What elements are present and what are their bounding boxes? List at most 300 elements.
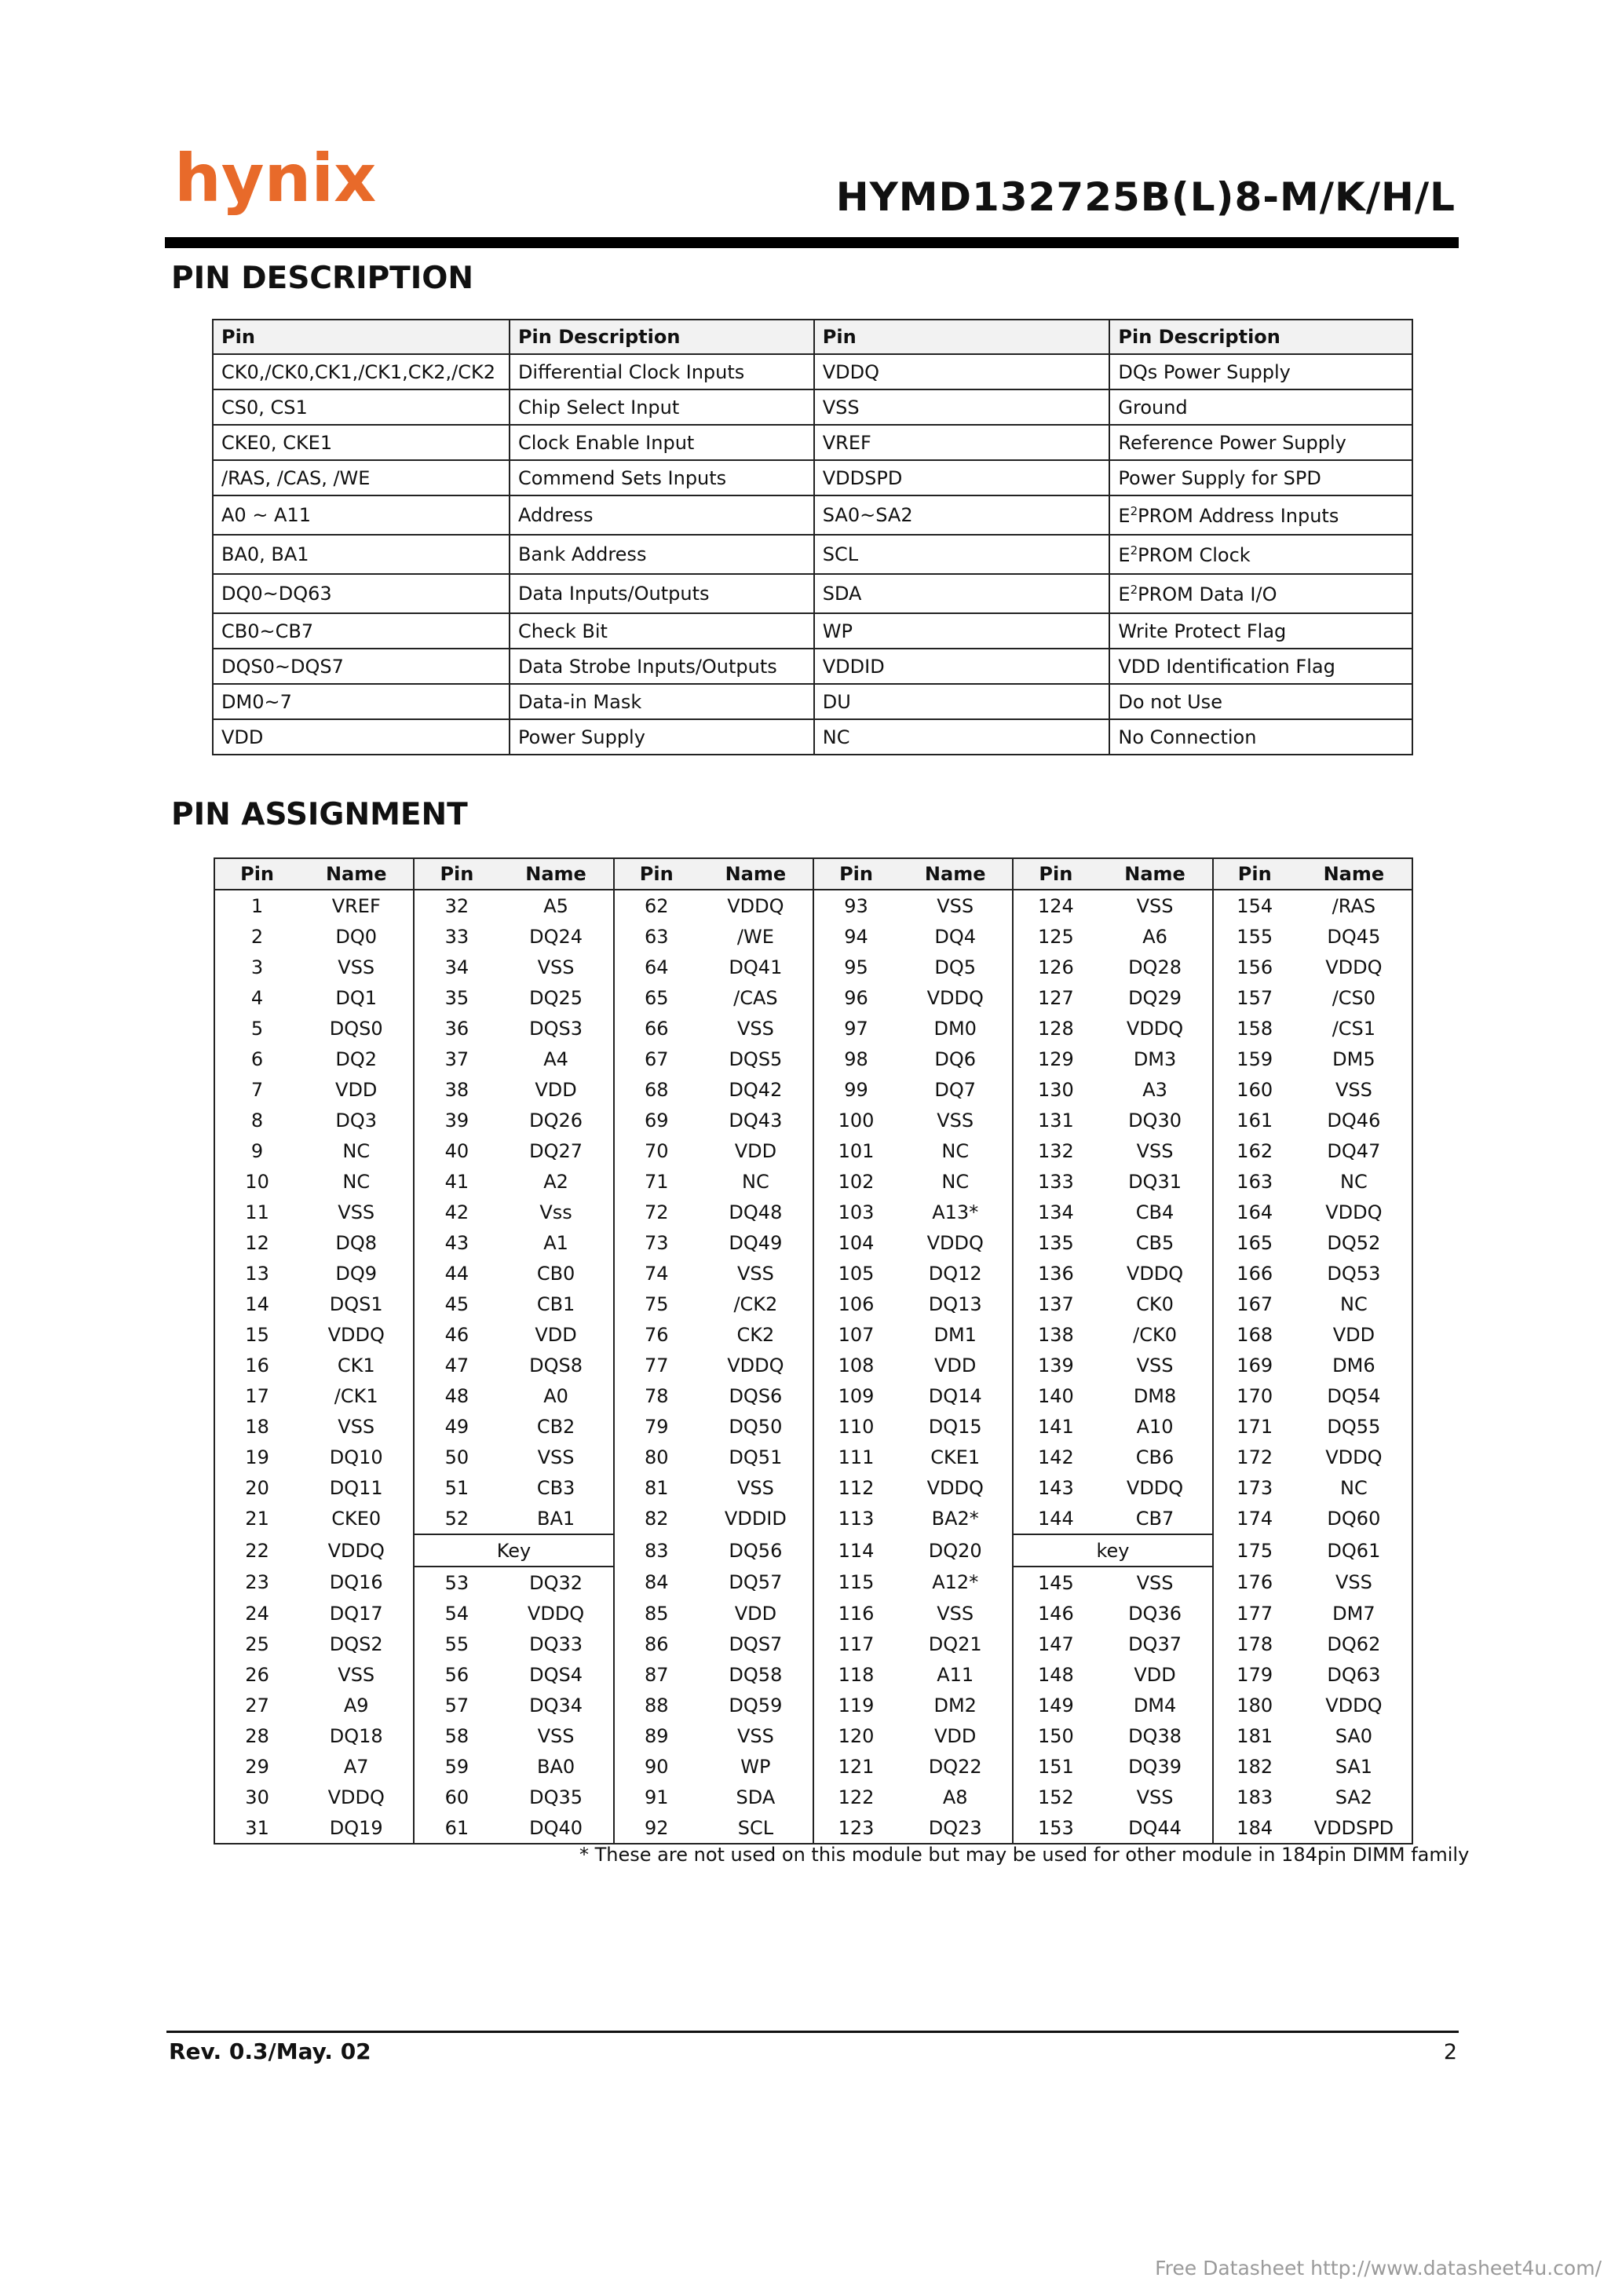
pin-name-cell: A2: [543, 1170, 568, 1193]
table-cell: Data Strobe Inputs/Outputs: [510, 649, 814, 684]
pin-name-cell: DQ54: [1327, 1384, 1381, 1407]
pin-name-cell: DQ47: [1327, 1139, 1381, 1162]
pin-number-cell: 7: [214, 1074, 299, 1105]
pin-number-cell: 180: [1213, 1690, 1296, 1720]
table-row: [214, 1812, 1412, 1844]
pin-column-header: Pin: [414, 858, 499, 890]
pin-number-cell: 44: [414, 1258, 499, 1289]
pin-name-cell: BA0: [536, 1755, 575, 1778]
pin-name-cell: DQ17: [329, 1602, 383, 1625]
pin-name-cell: VDD: [1332, 1323, 1375, 1346]
e2-prefix: E: [1118, 583, 1131, 605]
pin-name-cell: NC: [1340, 1170, 1368, 1193]
pin-name-cell: CKE1: [930, 1446, 981, 1468]
pin-number-cell: 114: [813, 1534, 898, 1567]
pin-number-cell: 37: [414, 1044, 499, 1074]
pin-number-cell: 50: [414, 1442, 499, 1472]
pin-name-cell: CB4: [1135, 1201, 1174, 1223]
e2-superscript: 2: [1130, 582, 1138, 597]
pin-number-cell: 184: [1213, 1812, 1296, 1844]
table-row: [214, 1782, 1412, 1812]
pin-number-cell: 160: [1213, 1074, 1296, 1105]
pin-number-cell: 179: [1213, 1659, 1296, 1690]
pin-name-cell: DQS0: [329, 1017, 383, 1040]
pin-number-cell: 62: [614, 890, 699, 921]
pin-number-cell: 130: [1013, 1074, 1098, 1105]
pin-number-cell: 183: [1213, 1782, 1296, 1812]
pin-name-cell: DQ12: [928, 1262, 982, 1285]
pin-number-cell: 75: [614, 1289, 699, 1319]
pin-name-cell: VREF: [331, 894, 381, 917]
pin-name-cell: BA2*: [931, 1508, 979, 1530]
pin-number-cell: 2: [214, 921, 299, 952]
pin-number-cell: 38: [414, 1074, 499, 1105]
pin-name-cell: DQ20: [928, 1539, 982, 1562]
pin-description-row: [213, 354, 1412, 389]
table-cell: VDDSPD: [814, 460, 1110, 495]
pin-number-cell: 41: [414, 1166, 499, 1197]
pin-name-cell: DQ46: [1327, 1109, 1381, 1132]
pin-name-cell: DQ49: [729, 1231, 783, 1254]
column-header: Pin Description: [1109, 320, 1412, 354]
table-cell: Address: [510, 495, 814, 535]
pin-name-cell: VSS: [537, 956, 575, 978]
e2-prefix: E: [1118, 504, 1131, 527]
table-cell: /RAS, /CAS, /WE: [213, 460, 510, 495]
pin-number-cell: 68: [614, 1074, 699, 1105]
pin-number-cell: 139: [1013, 1350, 1098, 1380]
table-cell: Chip Select Input: [510, 389, 814, 425]
pin-number-cell: 85: [614, 1598, 699, 1629]
pin-number-cell: 88: [614, 1690, 699, 1720]
table-row: [214, 1044, 1412, 1074]
pin-number-cell: 17: [214, 1380, 299, 1411]
pin-name-cell: DM8: [1133, 1384, 1177, 1407]
pin-number-cell: 34: [414, 952, 499, 982]
pin-number-cell: 137: [1013, 1289, 1098, 1319]
table-cell: Ground: [1109, 389, 1412, 425]
table-cell: WP: [814, 613, 1110, 649]
pin-number-cell: 90: [614, 1751, 699, 1782]
name-column-header: Name: [299, 858, 414, 890]
table-row: [214, 1074, 1412, 1105]
pin-number-cell: 101: [813, 1135, 898, 1166]
pin-name-cell: SA0: [1335, 1724, 1373, 1747]
watermark-text: Free Datasheet http://www.datasheet4u.com/: [1155, 2257, 1602, 2280]
pin-name-cell: DQS1: [329, 1292, 383, 1315]
pin-number-cell: 108: [813, 1350, 898, 1380]
pin-number-cell: 121: [813, 1751, 898, 1782]
pin-number-cell: 128: [1013, 1013, 1098, 1044]
pin-name-cell: SA2: [1335, 1786, 1373, 1808]
pin-number-cell: 168: [1213, 1319, 1296, 1350]
e2-superscript: 2: [1130, 503, 1138, 518]
pin-number-cell: 46: [414, 1319, 499, 1350]
pin-number-cell: 67: [614, 1044, 699, 1074]
pin-number-cell: 80: [614, 1442, 699, 1472]
pin-number-cell: 73: [614, 1227, 699, 1258]
pin-column-header: Pin: [614, 858, 699, 890]
table-cell: VSS: [814, 389, 1110, 425]
pin-number-cell: 64: [614, 952, 699, 982]
table-cell: VDDQ: [814, 354, 1110, 389]
pin-number-cell: 47: [414, 1350, 499, 1380]
pin-number-cell: 32: [414, 890, 499, 921]
table-row: [214, 1534, 1412, 1567]
pin-number-cell: 95: [813, 952, 898, 982]
pin-number-cell: 4: [214, 982, 299, 1013]
name-column-header: Name: [898, 858, 1013, 890]
pin-name-cell: DQS4: [529, 1663, 583, 1686]
pin-name-cell: NC: [342, 1139, 371, 1162]
pin-name-cell: VDDQ: [1126, 1476, 1184, 1499]
pin-number-cell: 91: [614, 1782, 699, 1812]
cell-text: PROM Address Inputs: [1138, 504, 1339, 527]
pin-name-cell: VDDSPD: [1313, 1816, 1394, 1839]
table-row: [214, 1135, 1412, 1166]
pin-number-cell: 151: [1013, 1751, 1098, 1782]
pin-number-cell: 122: [813, 1782, 898, 1812]
pin-name-cell: DQS5: [729, 1047, 783, 1070]
pin-name-cell: DQ50: [729, 1415, 783, 1438]
pin-name-cell: /CK2: [733, 1292, 778, 1315]
pin-name-cell: /CK0: [1133, 1323, 1177, 1346]
pin-number-cell: 51: [414, 1472, 499, 1503]
pin-name-cell: NC: [941, 1170, 970, 1193]
table-row: [214, 1197, 1412, 1227]
pin-name-cell: DQ51: [729, 1446, 783, 1468]
pin-name-cell: VDD: [335, 1078, 378, 1101]
pin-number-cell: 96: [813, 982, 898, 1013]
pin-name-cell: /CS1: [1332, 1017, 1376, 1040]
table-row: [214, 1013, 1412, 1044]
pin-number-cell: 176: [1213, 1567, 1296, 1598]
pin-name-cell: VSS: [937, 894, 974, 917]
pin-name-cell: A9: [343, 1694, 369, 1717]
pin-number-cell: 107: [813, 1319, 898, 1350]
pin-number-cell: 145: [1013, 1567, 1098, 1598]
pin-name-cell: CKE0: [331, 1508, 382, 1530]
name-column-header: Name: [499, 858, 613, 890]
pin-column-header: Pin: [813, 858, 898, 890]
pin-name-cell: CB7: [1135, 1507, 1174, 1530]
pin-number-cell: 143: [1013, 1472, 1098, 1503]
pin-number-cell: 52: [414, 1503, 499, 1534]
pin-name-cell: DQ53: [1327, 1262, 1381, 1285]
pin-name-cell: DQ62: [1327, 1632, 1381, 1655]
pin-name-cell: DQ26: [529, 1109, 583, 1132]
pin-name-cell: DQ63: [1327, 1663, 1381, 1686]
pin-name-cell: CK1: [337, 1354, 375, 1377]
pin-name-cell: VDDQ: [1126, 1017, 1184, 1040]
table-cell: CS0, CS1: [213, 389, 510, 425]
pin-number-cell: 63: [614, 921, 699, 952]
pin-name-cell: CB1: [536, 1292, 575, 1315]
pin-name-cell: VDDQ: [727, 894, 784, 917]
pin-number-cell: 20: [214, 1472, 299, 1503]
pin-name-cell: VSS: [1335, 1571, 1372, 1593]
pin-number-cell: 123: [813, 1812, 898, 1844]
pin-number-cell: 138: [1013, 1319, 1098, 1350]
pin-name-cell: VDDQ: [327, 1323, 385, 1346]
table-cell: Power Supply for SPD: [1109, 460, 1412, 495]
pin-number-cell: 21: [214, 1503, 299, 1534]
table-cell: VDD: [213, 719, 510, 755]
pin-number-cell: 126: [1013, 952, 1098, 982]
pin-name-cell: VSS: [1136, 1139, 1174, 1162]
table-cell: CKE0, CKE1: [213, 425, 510, 460]
pin-number-cell: 155: [1213, 921, 1296, 952]
pin-name-cell: VDDQ: [727, 1354, 784, 1377]
pin-number-cell: 69: [614, 1105, 699, 1135]
pin-name-cell: DQ1: [335, 986, 378, 1009]
pin-name-cell: DQ6: [934, 1047, 977, 1070]
pin-number-cell: 5: [214, 1013, 299, 1044]
pin-name-cell: VSS: [338, 956, 375, 978]
table-row: [214, 1472, 1412, 1503]
pin-name-cell: A1: [543, 1231, 568, 1254]
pin-name-cell: NC: [1340, 1476, 1368, 1499]
pin-name-cell: DQS6: [729, 1384, 783, 1407]
pin-number-cell: 8: [214, 1105, 299, 1135]
pin-description-row: [213, 495, 1412, 535]
pin-number-cell: 86: [614, 1629, 699, 1659]
pin-name-cell: WP: [740, 1755, 771, 1778]
pin-number-cell: 120: [813, 1720, 898, 1751]
pin-assignment-table: [214, 857, 1413, 1844]
pin-name-cell: VDD: [1134, 1663, 1176, 1686]
pin-name-cell: VDDQ: [1126, 1262, 1184, 1285]
pin-name-cell: VDD: [535, 1323, 577, 1346]
footnote: * These are not used on this module but may be used for other module in 184pin DIMM family: [579, 1844, 1470, 1866]
name-column-header: Name: [1296, 858, 1412, 890]
pin-name-cell: /CAS: [733, 986, 778, 1009]
pin-name-cell: DQ59: [729, 1694, 783, 1717]
pin-name-cell: DQ10: [329, 1446, 383, 1468]
pin-number-cell: 156: [1213, 952, 1296, 982]
cell-text: PROM Data I/O: [1138, 583, 1277, 605]
pin-description-row: [213, 460, 1412, 495]
pin-name-cell: NC: [941, 1139, 970, 1162]
table-cell: DQs Power Supply: [1109, 354, 1412, 389]
hynix-logo: [174, 148, 394, 222]
revision-label: Rev. 0.3/May. 02: [169, 2038, 371, 2064]
pin-number-cell: 134: [1013, 1197, 1098, 1227]
table-row: [214, 1380, 1412, 1411]
table-row: [214, 1629, 1412, 1659]
pin-name-cell: DQ0: [335, 925, 378, 948]
pin-name-cell: DM6: [1332, 1354, 1375, 1377]
pin-assignment-header-row: [214, 858, 1412, 890]
pin-number-cell: 87: [614, 1659, 699, 1690]
pin-number-cell: 105: [813, 1258, 898, 1289]
pin-number-cell: 33: [414, 921, 499, 952]
pin-name-cell: VSS: [1335, 1078, 1372, 1101]
table-cell: BA0, BA1: [213, 535, 510, 574]
pin-number-cell: 177: [1213, 1598, 1296, 1629]
pin-number-cell: 23: [214, 1567, 299, 1598]
pin-number-cell: 3: [214, 952, 299, 982]
pin-name-cell: DQ15: [928, 1415, 982, 1438]
pin-name-cell: VDDQ: [327, 1786, 385, 1808]
pin-name-cell: Vss: [539, 1201, 572, 1223]
pin-number-cell: 140: [1013, 1380, 1098, 1411]
name-column-header: Name: [699, 858, 813, 890]
pin-number-cell: 83: [614, 1534, 699, 1567]
pin-number-cell: 58: [414, 1720, 499, 1751]
pin-number-cell: 71: [614, 1166, 699, 1197]
pin-name-cell: DQ44: [1128, 1816, 1182, 1839]
table-cell: DU: [814, 684, 1110, 719]
pin-name-cell: DQ28: [1128, 956, 1182, 978]
pin-number-cell: 53: [414, 1567, 499, 1598]
pin-description-row: [213, 613, 1412, 649]
pin-number-cell: 18: [214, 1411, 299, 1442]
pin-number-cell: 11: [214, 1197, 299, 1227]
pin-name-cell: DQ29: [1128, 986, 1182, 1009]
pin-number-cell: 22: [214, 1534, 299, 1567]
pin-name-cell: VSS: [736, 1476, 774, 1499]
pin-number-cell: 27: [214, 1690, 299, 1720]
table-cell: Data-in Mask: [510, 684, 814, 719]
table-row: [214, 1751, 1412, 1782]
pin-assignment-title: PIN ASSIGNMENT: [171, 797, 468, 832]
table-row: [214, 1442, 1412, 1472]
pin-name-cell: A7: [343, 1755, 369, 1778]
pin-name-cell: /CK1: [334, 1384, 378, 1407]
pin-number-cell: 172: [1213, 1442, 1296, 1472]
table-cell: VDDID: [814, 649, 1110, 684]
table-row: [214, 1105, 1412, 1135]
pin-number-cell: 74: [614, 1258, 699, 1289]
pin-number-cell: 39: [414, 1105, 499, 1135]
pin-name-cell: DQ37: [1128, 1632, 1182, 1655]
pin-name-cell: VDDQ: [926, 986, 984, 1009]
pin-number-cell: 31: [214, 1812, 299, 1844]
pin-number-cell: 76: [614, 1319, 699, 1350]
pin-number-cell: 125: [1013, 921, 1098, 952]
pin-number-cell: 9: [214, 1135, 299, 1166]
pin-name-cell: DQS8: [529, 1354, 583, 1377]
pin-name-cell: VSS: [736, 1017, 774, 1040]
table-cell: Do not Use: [1109, 684, 1412, 719]
pin-number-cell: 144: [1013, 1503, 1098, 1534]
table-cell: No Connection: [1109, 719, 1412, 755]
pin-name-cell: BA1: [536, 1507, 575, 1530]
pin-name-cell: DQ36: [1128, 1602, 1182, 1625]
page-number: 2: [1443, 2040, 1457, 2064]
key-cell: Key: [414, 1534, 613, 1567]
logo-text: hynix: [174, 148, 377, 217]
pin-number-cell: 153: [1013, 1812, 1098, 1844]
pin-name-cell: DQ2: [335, 1047, 378, 1070]
table-row: [214, 1289, 1412, 1319]
pin-name-cell: CK2: [736, 1323, 775, 1346]
pin-number-cell: 119: [813, 1690, 898, 1720]
table-cell: [1109, 495, 1412, 535]
pin-name-cell: VSS: [937, 1602, 974, 1625]
pin-name-cell: VDDQ: [527, 1602, 585, 1625]
pin-number-cell: 97: [813, 1013, 898, 1044]
table-row: [214, 1227, 1412, 1258]
pin-name-cell: CK0: [1136, 1292, 1174, 1315]
pin-name-cell: DQS2: [329, 1632, 383, 1655]
pin-name-cell: VSS: [537, 1724, 575, 1747]
pin-name-cell: SA1: [1335, 1755, 1373, 1778]
pin-number-cell: 16: [214, 1350, 299, 1380]
pin-name-cell: DQ52: [1327, 1231, 1381, 1254]
table-row: [214, 952, 1412, 982]
pin-number-cell: 111: [813, 1442, 898, 1472]
pin-number-cell: 40: [414, 1135, 499, 1166]
key-cell: key: [1013, 1534, 1212, 1567]
pin-number-cell: 175: [1213, 1534, 1296, 1567]
pin-description-row: [213, 425, 1412, 460]
pin-number-cell: 142: [1013, 1442, 1098, 1472]
pin-number-cell: 36: [414, 1013, 499, 1044]
pin-number-cell: 77: [614, 1350, 699, 1380]
table-cell: DQS0~DQS7: [213, 649, 510, 684]
pin-description-header-row: [213, 320, 1412, 354]
pin-number-cell: 159: [1213, 1044, 1296, 1074]
pin-name-cell: VSS: [736, 1262, 774, 1285]
table-row: [214, 1166, 1412, 1197]
pin-number-cell: 29: [214, 1751, 299, 1782]
pin-name-cell: DQ61: [1327, 1539, 1381, 1562]
pin-number-cell: 15: [214, 1319, 299, 1350]
pin-name-cell: DQ3: [335, 1109, 378, 1132]
pin-number-cell: 163: [1213, 1166, 1296, 1197]
pin-name-cell: DM4: [1133, 1694, 1177, 1717]
table-row: [214, 1319, 1412, 1350]
pin-name-cell: VSS: [736, 1724, 774, 1747]
pin-name-cell: VDD: [934, 1354, 977, 1377]
table-row: [214, 890, 1412, 921]
pin-number-cell: 102: [813, 1166, 898, 1197]
pin-number-cell: 103: [813, 1197, 898, 1227]
e2-superscript: 2: [1130, 543, 1138, 558]
pin-column-header: Pin: [1213, 858, 1296, 890]
pin-number-cell: 164: [1213, 1197, 1296, 1227]
pin-number-cell: 55: [414, 1629, 499, 1659]
pin-number-cell: 129: [1013, 1044, 1098, 1074]
table-cell: Check Bit: [510, 613, 814, 649]
pin-number-cell: 57: [414, 1690, 499, 1720]
pin-name-cell: DQ34: [529, 1694, 583, 1717]
table-cell: Power Supply: [510, 719, 814, 755]
pin-number-cell: 49: [414, 1411, 499, 1442]
pin-number-cell: 66: [614, 1013, 699, 1044]
pin-name-cell: VDDQ: [926, 1476, 984, 1499]
pin-name-cell: NC: [1340, 1292, 1368, 1315]
pin-number-cell: 109: [813, 1380, 898, 1411]
pin-number-cell: 93: [813, 890, 898, 921]
pin-number-cell: 1: [214, 890, 299, 921]
pin-name-cell: A6: [1142, 925, 1167, 948]
pin-name-cell: DQ38: [1128, 1724, 1182, 1747]
pin-number-cell: 48: [414, 1380, 499, 1411]
pin-number-cell: 173: [1213, 1472, 1296, 1503]
pin-name-cell: VDD: [934, 1724, 977, 1747]
pin-number-cell: 30: [214, 1782, 299, 1812]
pin-number-cell: 147: [1013, 1629, 1098, 1659]
table-row: [214, 982, 1412, 1013]
pin-description-title: PIN DESCRIPTION: [171, 261, 474, 296]
table-cell: Differential Clock Inputs: [510, 354, 814, 389]
table-row: [214, 1503, 1412, 1534]
pin-name-cell: VDDQ: [327, 1539, 385, 1562]
table-row: [214, 1598, 1412, 1629]
